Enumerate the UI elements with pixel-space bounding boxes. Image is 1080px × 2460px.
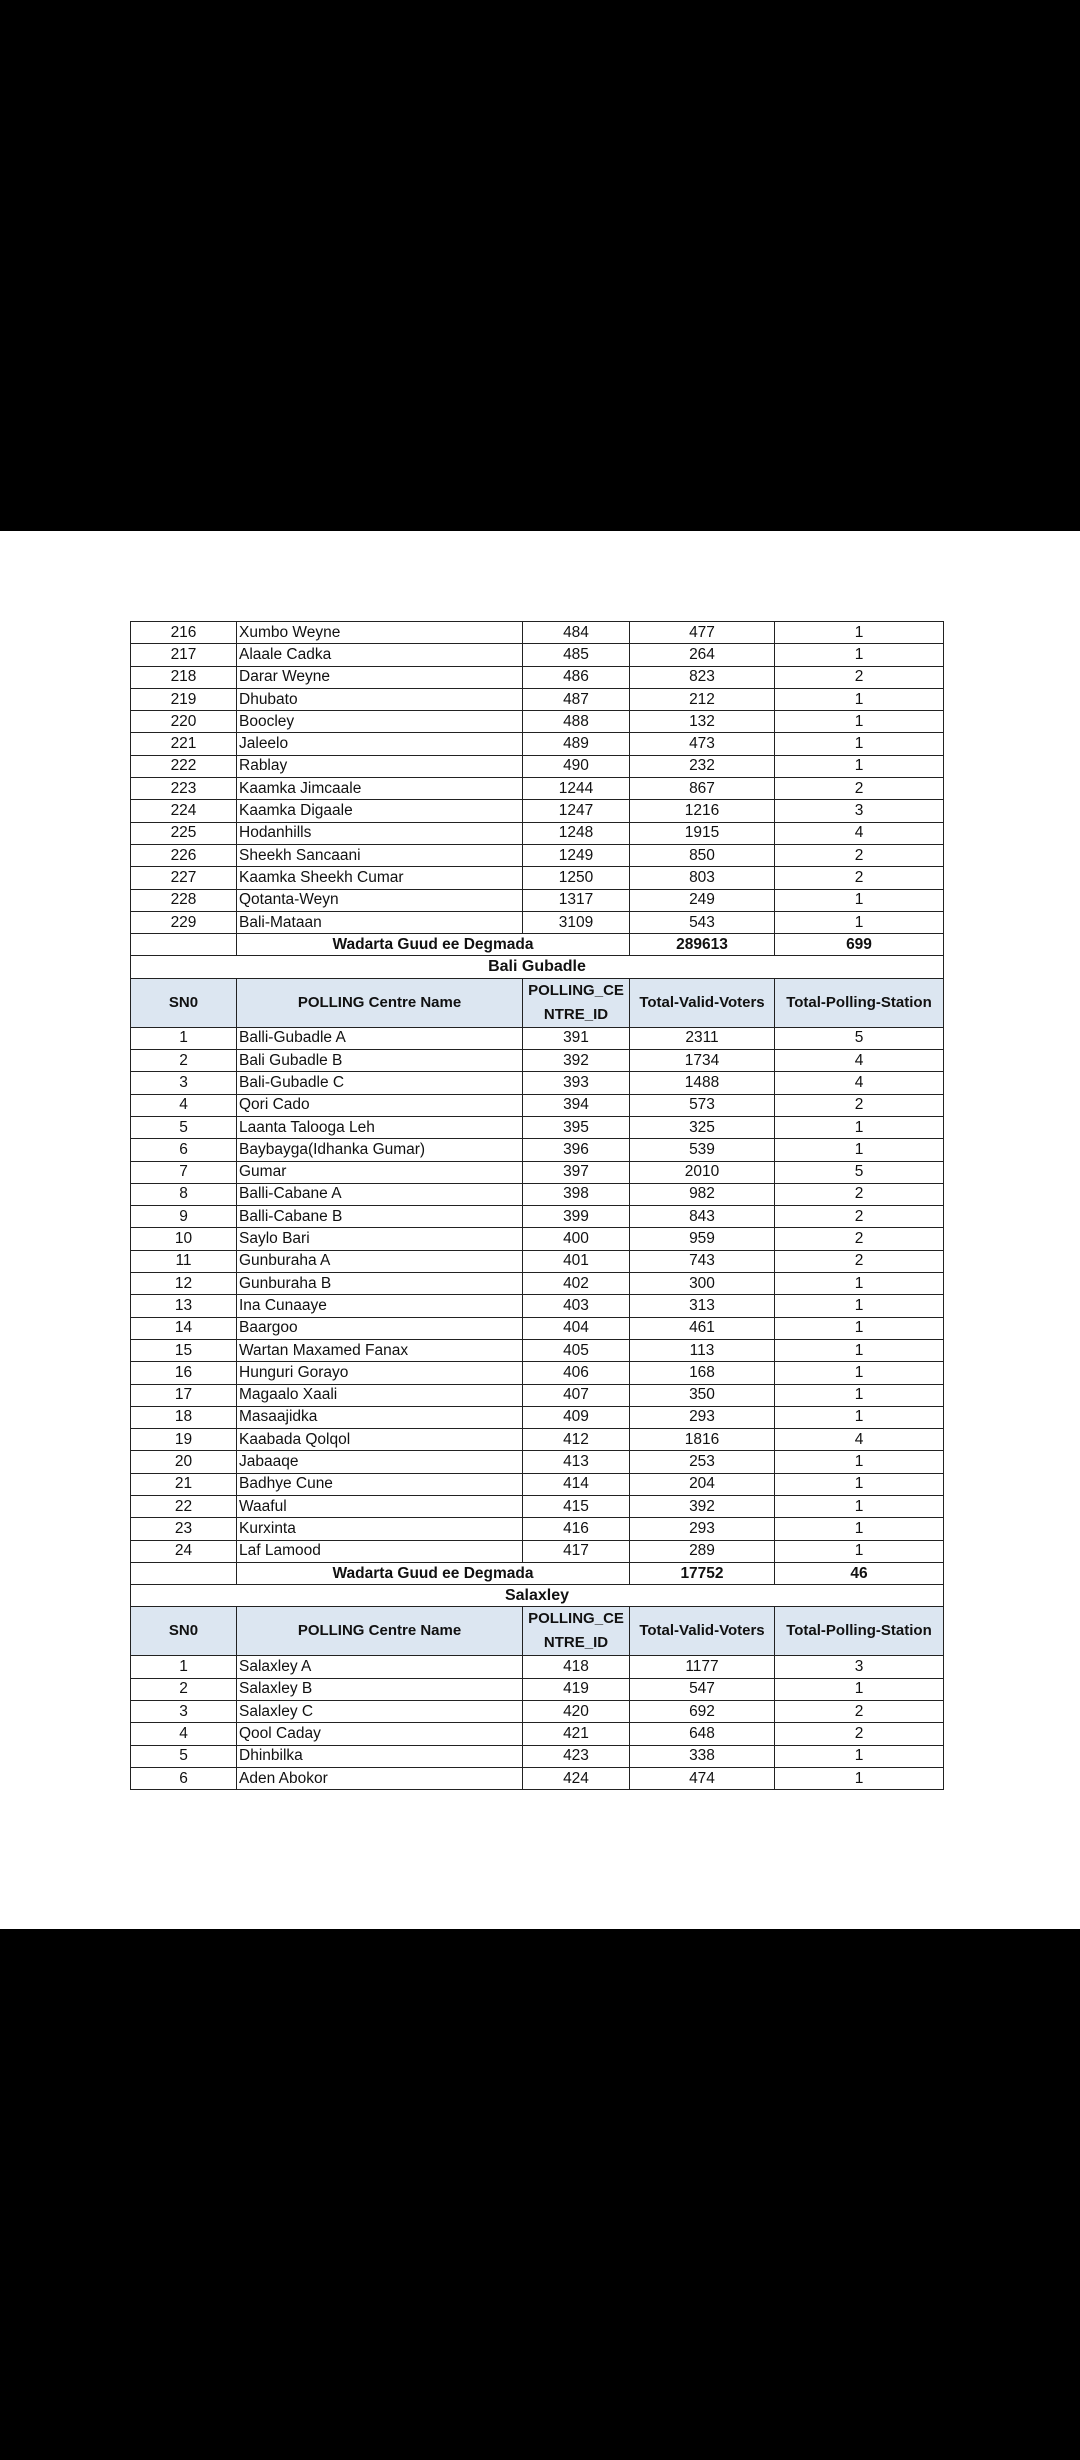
row-valid-voters: 1915 xyxy=(630,822,775,844)
row-valid-voters: 338 xyxy=(630,1745,775,1767)
row-centre-name: Xumbo Weyne xyxy=(237,622,523,644)
row-centre-name: Aden Abokor xyxy=(237,1767,523,1789)
header-centre-name: POLLING Centre Name xyxy=(237,978,523,1027)
total-row xyxy=(131,934,944,956)
row-centre-name: Kaamka Digaale xyxy=(237,800,523,822)
row-centre-id: 489 xyxy=(523,733,630,755)
row-valid-voters: 392 xyxy=(630,1495,775,1517)
row-centre-id: 393 xyxy=(523,1072,630,1094)
row-centre-id: 1250 xyxy=(523,867,630,889)
row-centre-id: 409 xyxy=(523,1406,630,1428)
table-row xyxy=(131,1745,944,1767)
district-title-row xyxy=(131,956,944,978)
header-polling-stations: Total-Polling-Station xyxy=(775,1607,944,1656)
table-row xyxy=(131,1228,944,1250)
table-row xyxy=(131,1678,944,1700)
row-centre-id: 413 xyxy=(523,1451,630,1473)
row-sn: 21 xyxy=(131,1473,237,1495)
row-polling-stations: 2 xyxy=(775,1228,944,1250)
total-blank-cell xyxy=(131,1562,237,1584)
row-polling-stations: 2 xyxy=(775,867,944,889)
row-centre-id: 396 xyxy=(523,1139,630,1161)
table-row xyxy=(131,644,944,666)
row-centre-id: 412 xyxy=(523,1429,630,1451)
row-polling-stations: 1 xyxy=(775,622,944,644)
row-valid-voters: 543 xyxy=(630,911,775,933)
row-sn: 13 xyxy=(131,1295,237,1317)
row-valid-voters: 132 xyxy=(630,711,775,733)
row-centre-name: Hodanhills xyxy=(237,822,523,844)
row-centre-name: Masaajidka xyxy=(237,1406,523,1428)
row-polling-stations: 1 xyxy=(775,1116,944,1138)
row-polling-stations: 1 xyxy=(775,1495,944,1517)
row-polling-stations: 1 xyxy=(775,1540,944,1562)
row-polling-stations: 3 xyxy=(775,800,944,822)
table-row xyxy=(131,711,944,733)
row-valid-voters: 212 xyxy=(630,688,775,710)
row-polling-stations: 4 xyxy=(775,1429,944,1451)
row-valid-voters: 547 xyxy=(630,1678,775,1700)
row-centre-id: 406 xyxy=(523,1362,630,1384)
row-polling-stations: 1 xyxy=(775,1451,944,1473)
row-valid-voters: 743 xyxy=(630,1250,775,1272)
row-centre-name: Saylo Bari xyxy=(237,1228,523,1250)
row-sn: 20 xyxy=(131,1451,237,1473)
row-polling-stations: 1 xyxy=(775,1317,944,1339)
header-centre-id xyxy=(523,978,630,1027)
row-sn: 2 xyxy=(131,1050,237,1072)
row-centre-name: Gumar xyxy=(237,1161,523,1183)
row-polling-stations: 1 xyxy=(775,755,944,777)
header-centre-id xyxy=(523,1607,630,1656)
row-sn: 7 xyxy=(131,1161,237,1183)
row-centre-id: 400 xyxy=(523,1228,630,1250)
row-polling-stations: 1 xyxy=(775,1295,944,1317)
row-valid-voters: 850 xyxy=(630,844,775,866)
row-centre-id: 407 xyxy=(523,1384,630,1406)
row-centre-id: 419 xyxy=(523,1678,630,1700)
row-centre-id: 1248 xyxy=(523,822,630,844)
row-sn: 18 xyxy=(131,1406,237,1428)
row-centre-name: Salaxley C xyxy=(237,1701,523,1723)
row-centre-name: Kaamka Jimcaale xyxy=(237,778,523,800)
table-row xyxy=(131,1250,944,1272)
row-sn: 24 xyxy=(131,1540,237,1562)
row-valid-voters: 249 xyxy=(630,889,775,911)
row-valid-voters: 293 xyxy=(630,1406,775,1428)
row-sn: 219 xyxy=(131,688,237,710)
row-valid-voters: 867 xyxy=(630,778,775,800)
table-row xyxy=(131,688,944,710)
table-row xyxy=(131,733,944,755)
row-sn: 5 xyxy=(131,1745,237,1767)
row-polling-stations: 1 xyxy=(775,1767,944,1789)
total-label: Wadarta Guud ee Degmada xyxy=(237,1562,630,1584)
table-row xyxy=(131,1161,944,1183)
table-row xyxy=(131,1406,944,1428)
row-centre-name: Dhubato xyxy=(237,688,523,710)
row-centre-name: Salaxley B xyxy=(237,1678,523,1700)
row-sn: 220 xyxy=(131,711,237,733)
row-sn: 216 xyxy=(131,622,237,644)
table-row xyxy=(131,867,944,889)
row-valid-voters: 823 xyxy=(630,666,775,688)
row-centre-name: Wartan Maxamed Fanax xyxy=(237,1339,523,1361)
row-centre-id: 1249 xyxy=(523,844,630,866)
row-polling-stations: 1 xyxy=(775,1139,944,1161)
row-sn: 8 xyxy=(131,1183,237,1205)
row-sn: 9 xyxy=(131,1206,237,1228)
table-row xyxy=(131,1473,944,1495)
row-centre-name: Ina Cunaaye xyxy=(237,1295,523,1317)
total-label: Wadarta Guud ee Degmada xyxy=(237,934,630,956)
row-sn: 4 xyxy=(131,1723,237,1745)
row-valid-voters: 539 xyxy=(630,1139,775,1161)
table-row xyxy=(131,1723,944,1745)
table-row xyxy=(131,1206,944,1228)
row-valid-voters: 982 xyxy=(630,1183,775,1205)
row-sn: 224 xyxy=(131,800,237,822)
row-valid-voters: 692 xyxy=(630,1701,775,1723)
row-valid-voters: 1216 xyxy=(630,800,775,822)
row-valid-voters: 573 xyxy=(630,1094,775,1116)
row-centre-name: Baargoo xyxy=(237,1317,523,1339)
row-sn: 3 xyxy=(131,1701,237,1723)
document-page xyxy=(0,531,1080,1929)
row-centre-name: Kurxinta xyxy=(237,1518,523,1540)
row-centre-name: Sheekh Sancaani xyxy=(237,844,523,866)
row-centre-id: 421 xyxy=(523,1723,630,1745)
table-row xyxy=(131,889,944,911)
row-sn: 226 xyxy=(131,844,237,866)
header-sn: SN0 xyxy=(131,1607,237,1656)
row-sn: 228 xyxy=(131,889,237,911)
row-centre-id: 395 xyxy=(523,1116,630,1138)
table-row xyxy=(131,1273,944,1295)
row-centre-id: 414 xyxy=(523,1473,630,1495)
row-polling-stations: 2 xyxy=(775,1206,944,1228)
row-centre-name: Dhinbilka xyxy=(237,1745,523,1767)
row-polling-stations: 3 xyxy=(775,1656,944,1678)
row-centre-id: 1317 xyxy=(523,889,630,911)
district-title-row xyxy=(131,1585,944,1607)
table-row xyxy=(131,1767,944,1789)
row-centre-id: 488 xyxy=(523,711,630,733)
row-polling-stations: 5 xyxy=(775,1027,944,1049)
table-row xyxy=(131,822,944,844)
header-sn: SN0 xyxy=(131,978,237,1027)
row-polling-stations: 1 xyxy=(775,889,944,911)
row-centre-id: 404 xyxy=(523,1317,630,1339)
row-polling-stations: 4 xyxy=(775,822,944,844)
table-row xyxy=(131,755,944,777)
row-sn: 1 xyxy=(131,1656,237,1678)
row-valid-voters: 461 xyxy=(630,1317,775,1339)
row-valid-voters: 313 xyxy=(630,1295,775,1317)
row-valid-voters: 473 xyxy=(630,733,775,755)
row-valid-voters: 293 xyxy=(630,1518,775,1540)
row-centre-id: 484 xyxy=(523,622,630,644)
row-polling-stations: 1 xyxy=(775,911,944,933)
total-valid-voters: 17752 xyxy=(630,1562,775,1584)
row-centre-id: 485 xyxy=(523,644,630,666)
row-centre-name: Kaamka Sheekh Cumar xyxy=(237,867,523,889)
row-sn: 19 xyxy=(131,1429,237,1451)
table-row xyxy=(131,1451,944,1473)
header-centre-id-line2: NTRE_ID xyxy=(543,1634,609,1652)
row-centre-name: Bali-Mataan xyxy=(237,911,523,933)
row-polling-stations: 1 xyxy=(775,1518,944,1540)
row-sn: 23 xyxy=(131,1518,237,1540)
row-valid-voters: 959 xyxy=(630,1228,775,1250)
row-polling-stations: 1 xyxy=(775,733,944,755)
row-valid-voters: 477 xyxy=(630,622,775,644)
row-centre-name: Balli-Cabane B xyxy=(237,1206,523,1228)
table-row xyxy=(131,1295,944,1317)
row-centre-id: 3109 xyxy=(523,911,630,933)
row-polling-stations: 2 xyxy=(775,1250,944,1272)
row-sn: 6 xyxy=(131,1139,237,1161)
row-valid-voters: 289 xyxy=(630,1540,775,1562)
row-centre-name: Badhye Cune xyxy=(237,1473,523,1495)
row-polling-stations: 2 xyxy=(775,666,944,688)
row-valid-voters: 253 xyxy=(630,1451,775,1473)
row-centre-id: 415 xyxy=(523,1495,630,1517)
table-row xyxy=(131,1656,944,1678)
row-centre-name: Balli-Gubadle A xyxy=(237,1027,523,1049)
header-centre-name: POLLING Centre Name xyxy=(237,1607,523,1656)
table-row xyxy=(131,1317,944,1339)
table-row xyxy=(131,1094,944,1116)
row-centre-id: 423 xyxy=(523,1745,630,1767)
row-centre-id: 1244 xyxy=(523,778,630,800)
table-row xyxy=(131,1518,944,1540)
row-sn: 5 xyxy=(131,1116,237,1138)
row-valid-voters: 264 xyxy=(630,644,775,666)
row-valid-voters: 1488 xyxy=(630,1072,775,1094)
row-valid-voters: 168 xyxy=(630,1362,775,1384)
row-centre-name: Alaale Cadka xyxy=(237,644,523,666)
table-row xyxy=(131,1183,944,1205)
row-polling-stations: 2 xyxy=(775,844,944,866)
row-sn: 16 xyxy=(131,1362,237,1384)
row-polling-stations: 2 xyxy=(775,1183,944,1205)
row-sn: 227 xyxy=(131,867,237,889)
row-polling-stations: 4 xyxy=(775,1050,944,1072)
row-valid-voters: 300 xyxy=(630,1273,775,1295)
row-sn: 217 xyxy=(131,644,237,666)
row-centre-id: 416 xyxy=(523,1518,630,1540)
row-polling-stations: 2 xyxy=(775,778,944,800)
row-polling-stations: 4 xyxy=(775,1072,944,1094)
total-polling-stations: 699 xyxy=(775,934,944,956)
table-row xyxy=(131,1050,944,1072)
row-sn: 11 xyxy=(131,1250,237,1272)
header-polling-stations: Total-Polling-Station xyxy=(775,978,944,1027)
row-sn: 1 xyxy=(131,1027,237,1049)
row-valid-voters: 2311 xyxy=(630,1027,775,1049)
row-centre-name: Kaabada Qolqol xyxy=(237,1429,523,1451)
row-centre-name: Jabaaqe xyxy=(237,1451,523,1473)
row-polling-stations: 2 xyxy=(775,1723,944,1745)
row-centre-name: Jaleelo xyxy=(237,733,523,755)
row-centre-name: Waaful xyxy=(237,1495,523,1517)
table-row xyxy=(131,666,944,688)
row-centre-id: 401 xyxy=(523,1250,630,1272)
row-centre-name: Magaalo Xaali xyxy=(237,1384,523,1406)
row-centre-name: Bali Gubadle B xyxy=(237,1050,523,1072)
row-polling-stations: 1 xyxy=(775,711,944,733)
row-valid-voters: 204 xyxy=(630,1473,775,1495)
row-centre-id: 417 xyxy=(523,1540,630,1562)
row-centre-name: Baybayga(Idhanka Gumar) xyxy=(237,1139,523,1161)
table-row xyxy=(131,911,944,933)
table-row xyxy=(131,1027,944,1049)
total-blank-cell xyxy=(131,934,237,956)
row-centre-id: 403 xyxy=(523,1295,630,1317)
row-valid-voters: 474 xyxy=(630,1767,775,1789)
table-row xyxy=(131,778,944,800)
row-polling-stations: 2 xyxy=(775,1701,944,1723)
row-polling-stations: 5 xyxy=(775,1161,944,1183)
row-centre-name: Laanta Talooga Leh xyxy=(237,1116,523,1138)
row-sn: 22 xyxy=(131,1495,237,1517)
row-sn: 17 xyxy=(131,1384,237,1406)
row-centre-id: 418 xyxy=(523,1656,630,1678)
row-centre-id: 487 xyxy=(523,688,630,710)
row-centre-name: Salaxley A xyxy=(237,1656,523,1678)
header-centre-id-line2: NTRE_ID xyxy=(543,1005,609,1023)
table-row xyxy=(131,1495,944,1517)
table-row xyxy=(131,1362,944,1384)
table-row xyxy=(131,1072,944,1094)
row-centre-name: Gunburaha A xyxy=(237,1250,523,1272)
row-sn: 218 xyxy=(131,666,237,688)
row-centre-id: 420 xyxy=(523,1701,630,1723)
row-polling-stations: 1 xyxy=(775,644,944,666)
row-valid-voters: 1177 xyxy=(630,1656,775,1678)
row-centre-id: 398 xyxy=(523,1183,630,1205)
row-polling-stations: 1 xyxy=(775,688,944,710)
column-header-row xyxy=(131,978,944,1027)
row-polling-stations: 1 xyxy=(775,1406,944,1428)
row-polling-stations: 1 xyxy=(775,1473,944,1495)
row-polling-stations: 1 xyxy=(775,1678,944,1700)
row-valid-voters: 1816 xyxy=(630,1429,775,1451)
table-row xyxy=(131,1384,944,1406)
table-row xyxy=(131,1339,944,1361)
row-centre-id: 392 xyxy=(523,1050,630,1072)
column-header-row xyxy=(131,1607,944,1656)
row-centre-id: 405 xyxy=(523,1339,630,1361)
total-row xyxy=(131,1562,944,1584)
row-sn: 4 xyxy=(131,1094,237,1116)
row-centre-id: 394 xyxy=(523,1094,630,1116)
row-centre-name: Balli-Cabane A xyxy=(237,1183,523,1205)
row-valid-voters: 232 xyxy=(630,755,775,777)
row-centre-name: Qotanta-Weyn xyxy=(237,889,523,911)
table-row xyxy=(131,1139,944,1161)
row-sn: 10 xyxy=(131,1228,237,1250)
row-valid-voters: 843 xyxy=(630,1206,775,1228)
header-centre-id-line1: POLLING_CE xyxy=(528,1610,624,1628)
header-valid-voters: Total-Valid-Voters xyxy=(630,1607,775,1656)
row-valid-voters: 1734 xyxy=(630,1050,775,1072)
row-sn: 225 xyxy=(131,822,237,844)
row-valid-voters: 113 xyxy=(630,1339,775,1361)
row-sn: 12 xyxy=(131,1273,237,1295)
row-sn: 6 xyxy=(131,1767,237,1789)
district-title: Bali Gubadle xyxy=(131,956,944,978)
row-sn: 2 xyxy=(131,1678,237,1700)
row-valid-voters: 350 xyxy=(630,1384,775,1406)
row-polling-stations: 1 xyxy=(775,1362,944,1384)
row-sn: 15 xyxy=(131,1339,237,1361)
row-centre-name: Laf Lamood xyxy=(237,1540,523,1562)
row-centre-id: 490 xyxy=(523,755,630,777)
row-sn: 229 xyxy=(131,911,237,933)
row-sn: 14 xyxy=(131,1317,237,1339)
row-polling-stations: 1 xyxy=(775,1384,944,1406)
polling-stations-table xyxy=(130,621,944,1790)
header-centre-id-line1: POLLING_CE xyxy=(528,981,624,999)
table-row xyxy=(131,844,944,866)
row-sn: 221 xyxy=(131,733,237,755)
total-polling-stations: 46 xyxy=(775,1562,944,1584)
row-centre-name: Qool Caday xyxy=(237,1723,523,1745)
header-valid-voters: Total-Valid-Voters xyxy=(630,978,775,1027)
table-body xyxy=(131,622,944,1790)
total-valid-voters: 289613 xyxy=(630,934,775,956)
table-row xyxy=(131,800,944,822)
row-valid-voters: 648 xyxy=(630,1723,775,1745)
row-centre-name: Bali-Gubadle C xyxy=(237,1072,523,1094)
row-sn: 223 xyxy=(131,778,237,800)
row-valid-voters: 325 xyxy=(630,1116,775,1138)
row-centre-id: 1247 xyxy=(523,800,630,822)
row-polling-stations: 1 xyxy=(775,1745,944,1767)
district-title: Salaxley xyxy=(131,1585,944,1607)
table-row xyxy=(131,1701,944,1723)
row-centre-id: 486 xyxy=(523,666,630,688)
row-centre-name: Qori Cado xyxy=(237,1094,523,1116)
row-sn: 3 xyxy=(131,1072,237,1094)
table-row xyxy=(131,1540,944,1562)
table-row xyxy=(131,1429,944,1451)
row-centre-name: Hunguri Gorayo xyxy=(237,1362,523,1384)
row-valid-voters: 2010 xyxy=(630,1161,775,1183)
row-centre-name: Darar Weyne xyxy=(237,666,523,688)
row-polling-stations: 1 xyxy=(775,1273,944,1295)
row-polling-stations: 1 xyxy=(775,1339,944,1361)
row-polling-stations: 2 xyxy=(775,1094,944,1116)
table-row xyxy=(131,1116,944,1138)
row-valid-voters: 803 xyxy=(630,867,775,889)
table-row xyxy=(131,622,944,644)
row-centre-id: 402 xyxy=(523,1273,630,1295)
row-centre-name: Boocley xyxy=(237,711,523,733)
row-centre-name: Rablay xyxy=(237,755,523,777)
row-centre-id: 424 xyxy=(523,1767,630,1789)
row-centre-id: 397 xyxy=(523,1161,630,1183)
row-centre-id: 391 xyxy=(523,1027,630,1049)
row-centre-name: Gunburaha B xyxy=(237,1273,523,1295)
row-sn: 222 xyxy=(131,755,237,777)
row-centre-id: 399 xyxy=(523,1206,630,1228)
